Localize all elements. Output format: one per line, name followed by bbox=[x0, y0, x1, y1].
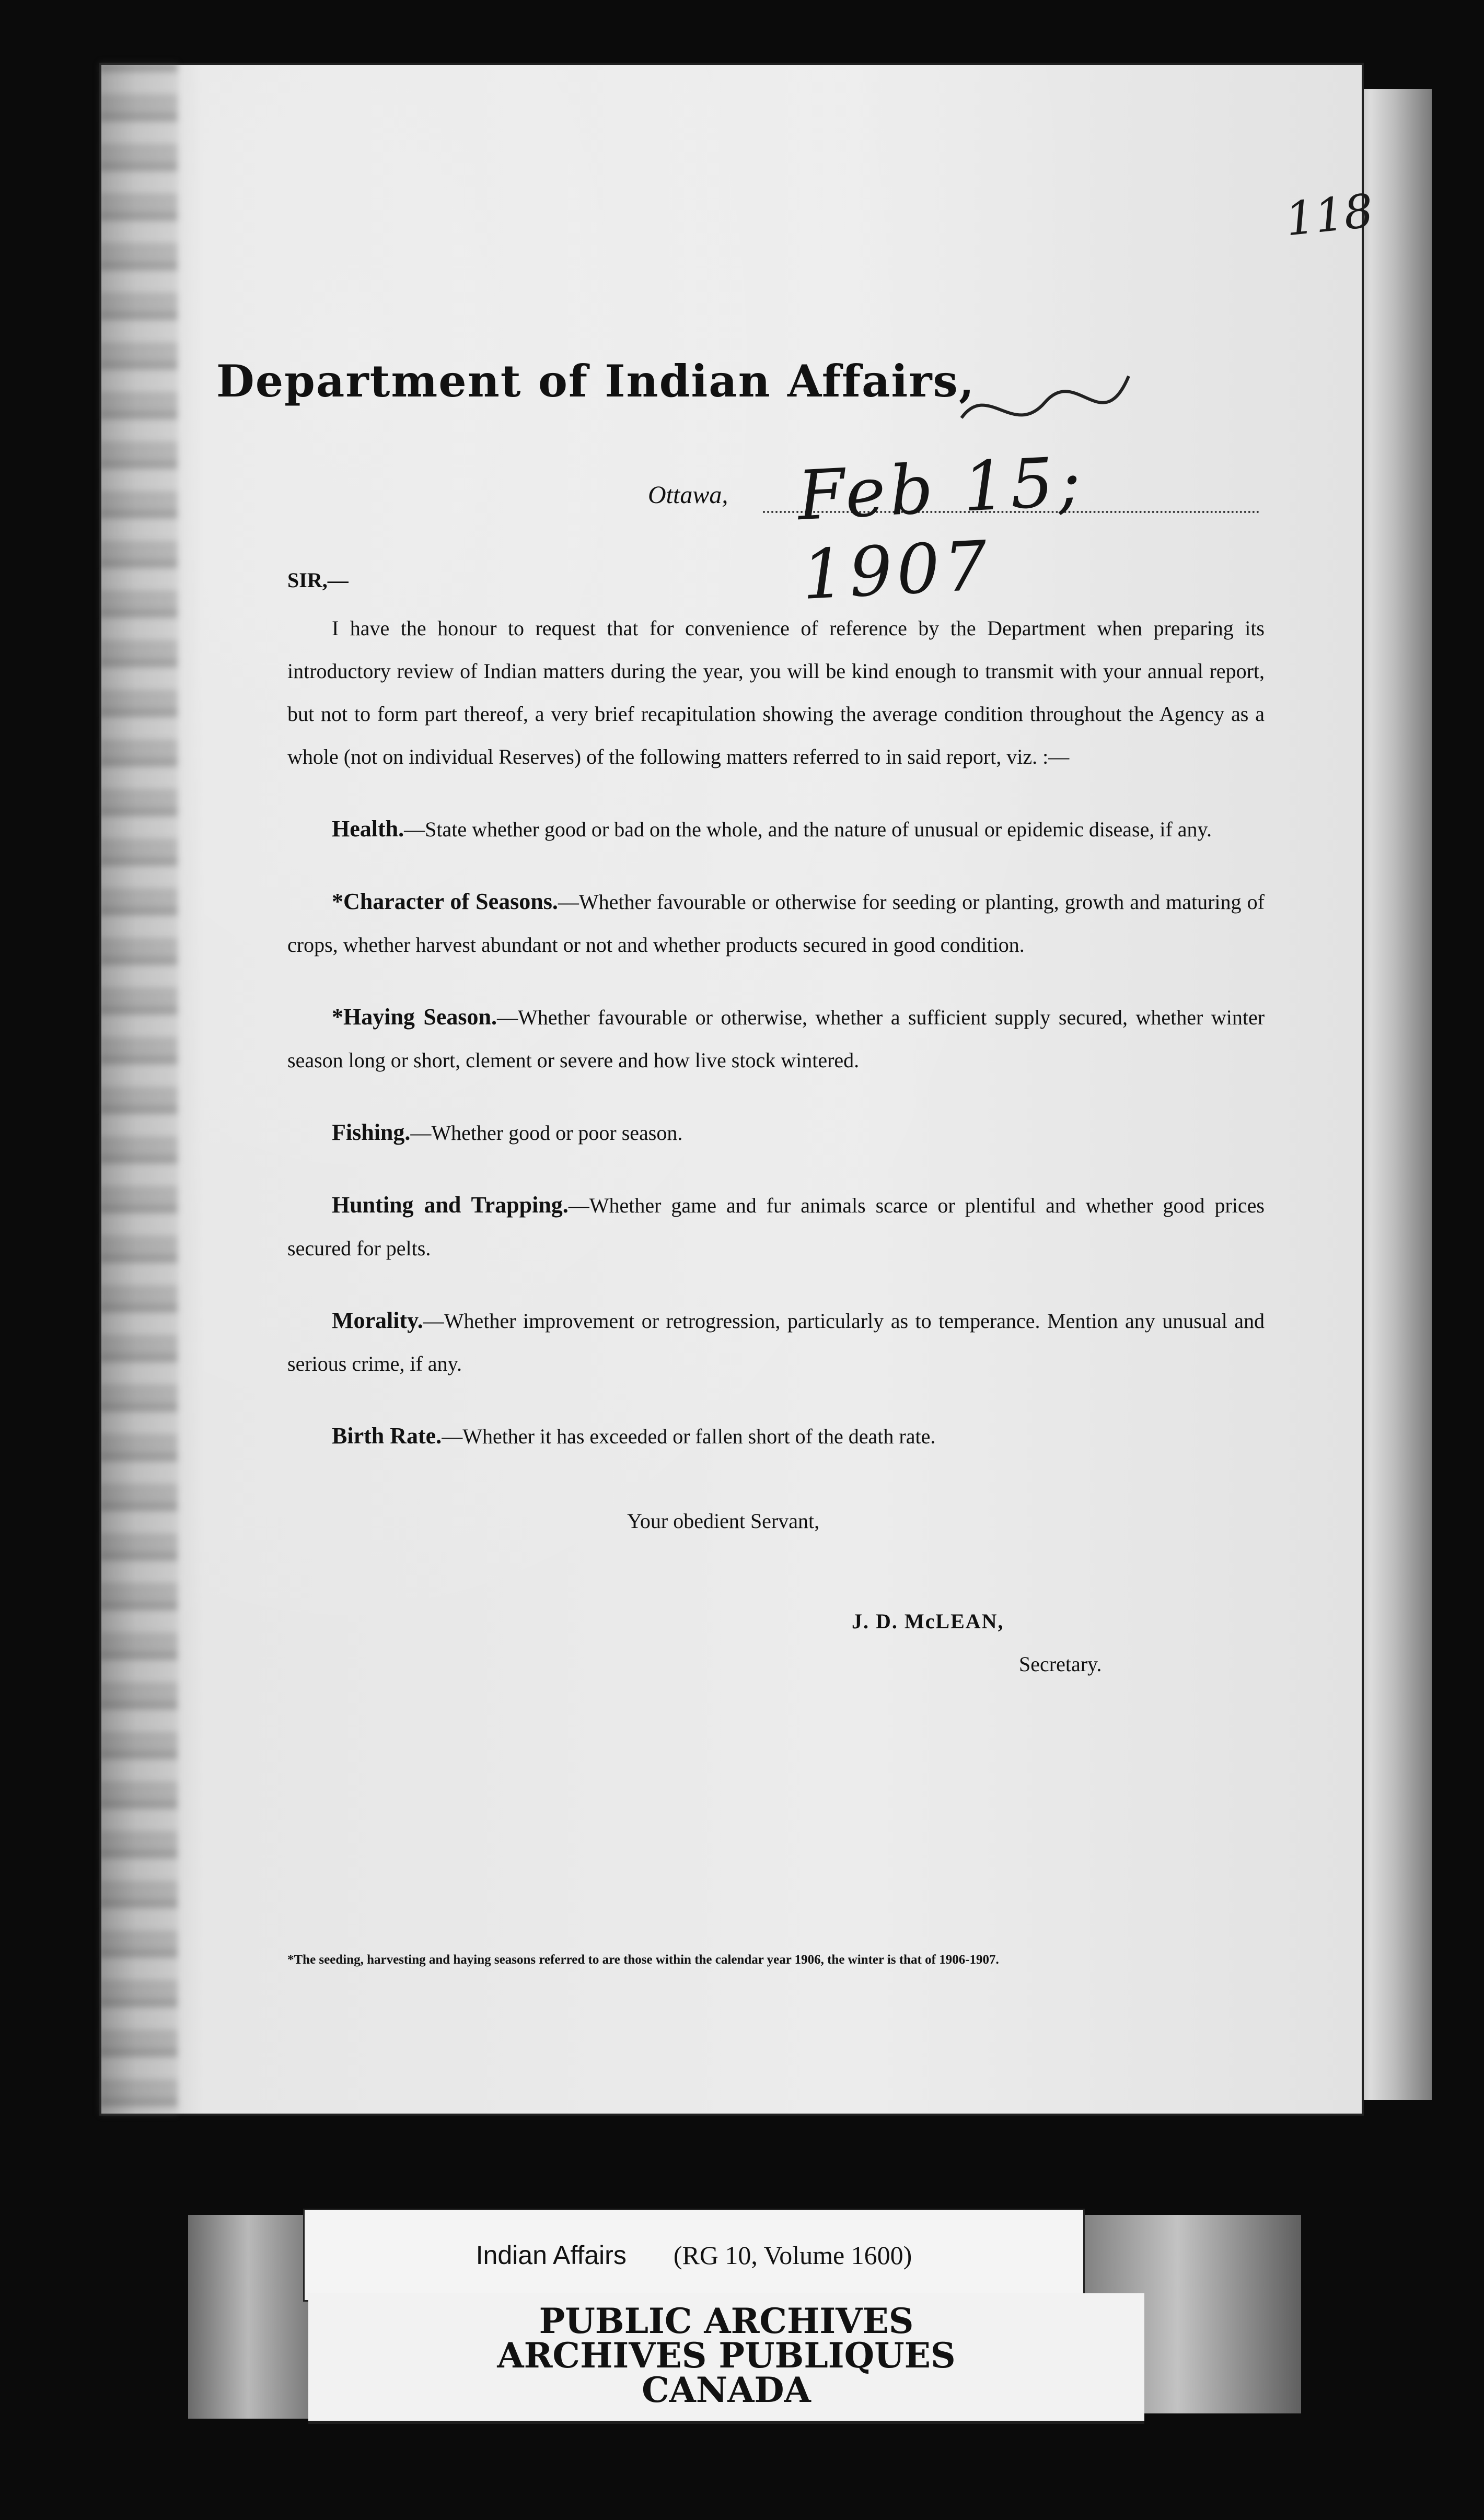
signatory-name: J. D. McLEAN, bbox=[852, 1609, 1004, 1633]
archive-stamp-line: PUBLIC ARCHIVES bbox=[539, 2301, 914, 2341]
archive-stamp bbox=[308, 2293, 1144, 2424]
archive-stamp-line: CANADA bbox=[642, 2370, 811, 2410]
item-fishing bbox=[287, 1111, 1265, 1154]
item-hunting-and-trapping bbox=[287, 1184, 1265, 1270]
document-page bbox=[99, 63, 1376, 2116]
intro-paragraph: I have the honour to request that for convenience of reference by the Department when preparing its introductory review of Indian matters during the year, you will be kind enough to transmit with your annual report, but not to form part thereof, a very brief recapitulation showing the average condition throughout the Agency as a whole (not on individual Reserves) of the following matters referred to in said report, viz. :— bbox=[287, 616, 1265, 768]
item-morality bbox=[287, 1299, 1265, 1385]
archive-reference-label bbox=[303, 2209, 1085, 2302]
archival-tape-left bbox=[188, 2215, 308, 2419]
item-heading: Health. bbox=[332, 816, 404, 842]
item-heading: *Haying Season. bbox=[332, 1004, 497, 1030]
letterhead-title bbox=[99, 355, 1364, 407]
item-haying-season bbox=[287, 996, 1265, 1082]
item-text: —State whether good or bad on the whole, and the nature of unusual or epidemic disease, if any. bbox=[404, 818, 1212, 841]
item-text: —Whether favourable or otherwise, whether a sufficient supply secured, whether winter season long or short, clement or severe and how live stock wintered. bbox=[287, 1006, 1265, 1072]
item-text: —Whether game and fur animals scarce or plentiful and whether good prices secured for pelts. bbox=[287, 1194, 1265, 1260]
folio-number: 118 bbox=[1283, 183, 1376, 247]
item-text: —Whether it has exceeded or fallen short of the death rate. bbox=[442, 1425, 936, 1448]
handwritten-date: Feb 15; 1907 bbox=[795, 441, 1087, 615]
item-heading: Morality. bbox=[332, 1308, 423, 1333]
letterhead-title-text: Department of Indian Affairs, bbox=[216, 355, 976, 407]
item-text: —Whether favourable or otherwise for seeding or planting, growth and maturing of crops, whether harvest abundant or not and whether products secured in good condition. bbox=[287, 890, 1265, 956]
handwritten-flourish-icon bbox=[956, 360, 1144, 444]
closing: Your obedient Servant, bbox=[627, 1509, 820, 1533]
dateline bbox=[554, 441, 1265, 615]
salutation: SIR,— bbox=[287, 568, 349, 592]
item-heading: *Character of Seasons. bbox=[332, 889, 558, 914]
archive-volume: (RG 10, Volume 1600) bbox=[673, 2241, 912, 2270]
dateline-place: Ottawa, bbox=[648, 481, 728, 509]
item-text: —Whether improvement or retrogression, particularly as to temperance. Mention any unusual and serious crime, if any. bbox=[287, 1309, 1265, 1375]
item-heading: Fishing. bbox=[332, 1119, 411, 1145]
archive-stamp-line: ARCHIVES PUBLIQUES bbox=[497, 2335, 956, 2376]
item-health bbox=[287, 808, 1265, 851]
item-heading: Hunting and Trapping. bbox=[332, 1192, 569, 1218]
footnote: *The seeding, harvesting and haying seasons referred to are those within the calendar year 1906, the winter is that of 1906-1907. bbox=[287, 1953, 999, 1967]
item-text: —Whether good or poor season. bbox=[410, 1121, 683, 1145]
item-birth-rate bbox=[287, 1415, 1265, 1458]
item-heading: Birth Rate. bbox=[332, 1423, 442, 1449]
letter-body bbox=[287, 559, 1265, 1686]
signatory-title: Secretary. bbox=[1019, 1652, 1102, 1676]
item-character-of-seasons bbox=[287, 880, 1265, 966]
archive-series: Indian Affairs bbox=[476, 2241, 627, 2270]
